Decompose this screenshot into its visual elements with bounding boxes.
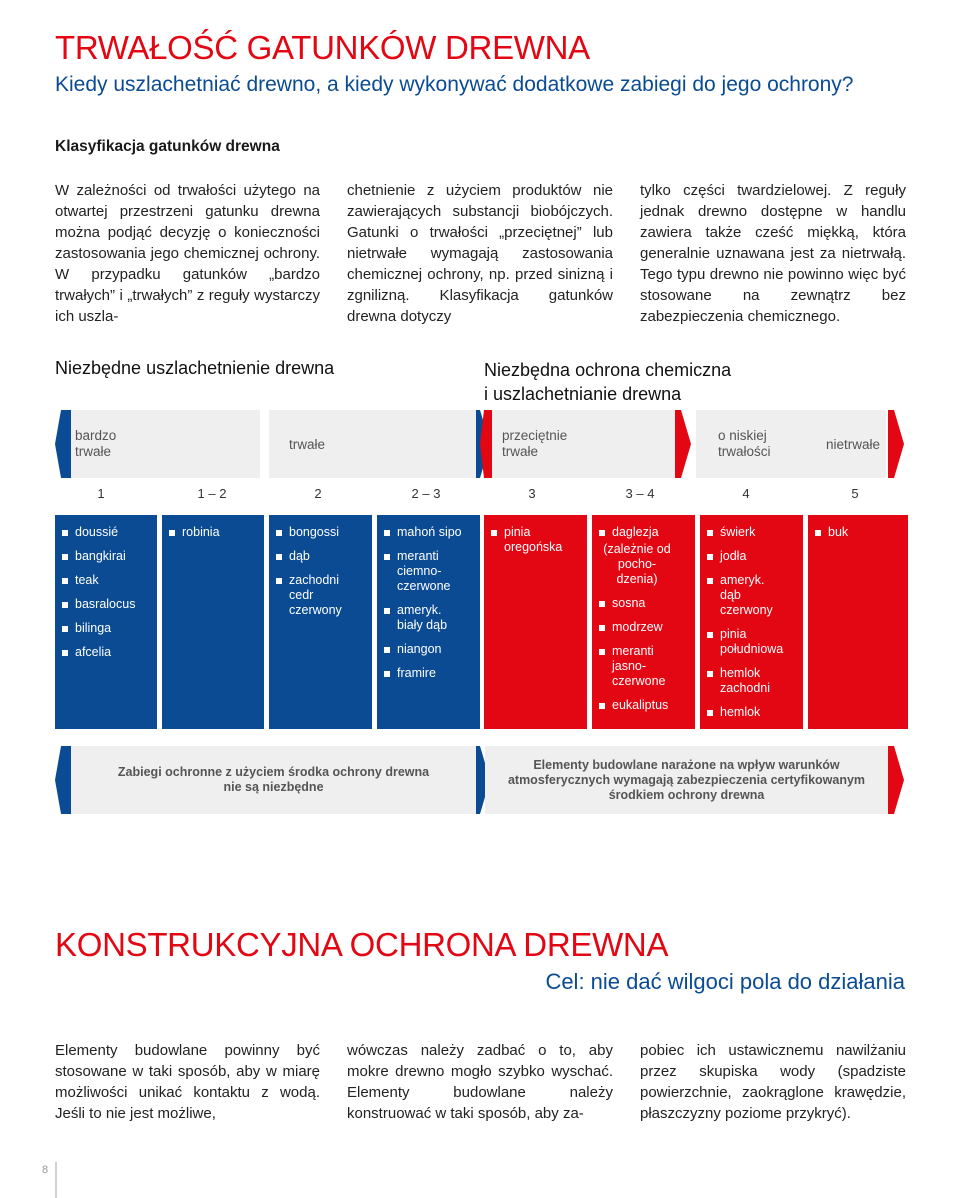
construction-column-3: pobiec ich ustawicznemu nawilżaniu przez skupiska wody (spadziste powierzchnie, zaokrąglone krawędzie, płaszczyzny poziome przykryć). — [640, 1042, 906, 1122]
species-column-class-1-2 — [162, 515, 264, 729]
species-item: robinia — [182, 525, 260, 540]
species-column-class-4 — [700, 515, 803, 729]
species-item: bongossi — [289, 525, 368, 540]
species-item: basralocus — [75, 597, 153, 612]
scale-red-arrow — [675, 410, 691, 478]
class-number: 1 — [97, 486, 105, 501]
species-item: sosna — [612, 596, 691, 611]
species-item: hemlok zachodni — [720, 666, 782, 696]
section-label-chemical-line2: i uszlachetnianie drewna — [484, 384, 682, 404]
class-number: 1 – 2 — [197, 486, 227, 501]
species-item: modrzew — [612, 620, 691, 635]
species-item: buk — [828, 525, 904, 540]
section-label-chemical-line1: Niezbędna ochrona chemiczna — [484, 360, 732, 380]
note-right-cap — [888, 746, 904, 814]
species-item: jodła — [720, 549, 799, 564]
construction-title: KONSTRUKCYJNA OCHRONA DREWNA — [55, 926, 669, 963]
species-item: pinia oregońska — [504, 525, 568, 555]
class-number: 2 — [314, 486, 322, 501]
species-item-note: (zależnie od pocho-dzenia) — [603, 542, 671, 586]
intro-column-3: tylko części twardzielowej. Z reguły jednak drewno dostępne w handlu zawiera także cześć miękką, która generalnie uznawana jest za nietrwałą. Tego typu drewno nie powinno więc być stosowane na zewnątrz bez zabezpieczenia chemicznego. — [640, 182, 906, 325]
species-item: meranti ciemno-czerwone — [397, 549, 467, 594]
scale-right-cap — [888, 410, 904, 478]
species-item: framire — [397, 666, 476, 681]
page-subtitle: Kiedy uszlachetniać drewno, a kiedy wykonywać dodatkowe zabiegi do jego ochrony? — [55, 73, 854, 96]
scale-label-average: przeciętnie trwałe — [502, 428, 568, 459]
species-item: eukaliptus — [612, 698, 691, 713]
species-item: ameryk. biały dąb — [397, 603, 467, 633]
construction-column-2: wówczas należy zadbać o to, aby mokre drewno mogło szybko wyschać. Elementy budowlane należy konstruować w taki sposób, aby za- — [347, 1042, 613, 1122]
intro-column-1: W zależności od trwałości użytego na otwartej przestrzeni gatunku drewna można podjąć decyzję o konieczności zastosowania jego chemicznej ochrony. W przypadku gatunków „bardzo trwałych” i „trwałych” z reguły wystarczy ich uszla- — [55, 182, 320, 325]
species-item: meranti jasno-czerwone — [612, 644, 676, 689]
class-number: 4 — [742, 486, 750, 501]
species-column-class-2-3 — [377, 515, 480, 729]
scale-left-cap — [55, 410, 71, 478]
species-column-class-5 — [808, 515, 908, 729]
class-number: 2 – 3 — [411, 486, 441, 501]
species-item: świerk — [720, 525, 799, 540]
note-no-protection-needed: Zabiegi ochronne z użyciem środka ochrony drewna nie są niezbędne — [71, 746, 476, 814]
class-number: 5 — [851, 486, 859, 501]
page-divider — [55, 1162, 57, 1198]
species-item: bangkirai — [75, 549, 153, 564]
species-item: mahoń sipo — [397, 525, 476, 540]
section-label-finishing: Niezbędne uszlachetnienie drewna — [55, 358, 335, 378]
species-item: doussié — [75, 525, 153, 540]
page-title: TRWAŁOŚĆ GATUNKÓW DREWNA — [55, 29, 590, 66]
species-column-class-3 — [484, 515, 587, 729]
class-number: 3 – 4 — [625, 486, 655, 501]
species-item: bilinga — [75, 621, 153, 636]
species-item: pinia południowa — [720, 627, 799, 657]
scale-label-very-durable: bardzo trwałe — [75, 428, 117, 459]
species-item: afcelia — [75, 645, 153, 660]
species-column-class-2 — [269, 515, 372, 729]
section-label-chemical — [484, 358, 731, 406]
species-item: niangon — [397, 642, 476, 657]
scale-label-low-durability: o niskiej trwałości — [718, 428, 771, 459]
scale-label-durable: trwałe — [289, 437, 326, 452]
species-item: dąb — [289, 549, 368, 564]
page-number: 8 — [42, 1164, 49, 1176]
species-column-class-1 — [55, 515, 157, 729]
scale-red-start-cap — [480, 410, 492, 478]
species-item: daglezja — [612, 525, 691, 540]
classification-heading: Klasyfikacja gatunków drewna — [55, 138, 280, 155]
species-column-class-3-4 — [592, 515, 695, 729]
construction-column-1: Elementy budowlane powinny być stosowane w taki sposób, aby w miarę możliwości unikać kontaktu z wodą. Jeśli to nie jest możliwe, — [55, 1042, 320, 1122]
class-number: 3 — [528, 486, 536, 501]
note-certified-protection-required: Elementy budowlane narażone na wpływ warunków atmosferycznych wymagają zabezpieczenia certyfikowanym środkiem ochrony drewna — [485, 746, 888, 814]
intro-column-2: chetnienie z użyciem produktów nie zawierających substancji biobójczych. Gatunki o trwałości „przeciętnej” lub nietrwałe wymagają zastosowania chemicznej ochrony, np. przed sinizną i zgnilizną. Klasyfikacja gatunków drewna dotyczy — [347, 182, 613, 325]
species-item: hemlok — [720, 705, 799, 720]
species-item: zachodni cedr czerwony — [289, 573, 351, 618]
note-left-cap — [55, 746, 71, 814]
species-item: ameryk. dąb czerwony — [720, 573, 782, 618]
construction-subtitle: Cel: nie dać wilgoci pola do działania — [545, 969, 905, 994]
scale-label-non-durable: nietrwałe — [826, 437, 881, 452]
species-item: teak — [75, 573, 153, 588]
